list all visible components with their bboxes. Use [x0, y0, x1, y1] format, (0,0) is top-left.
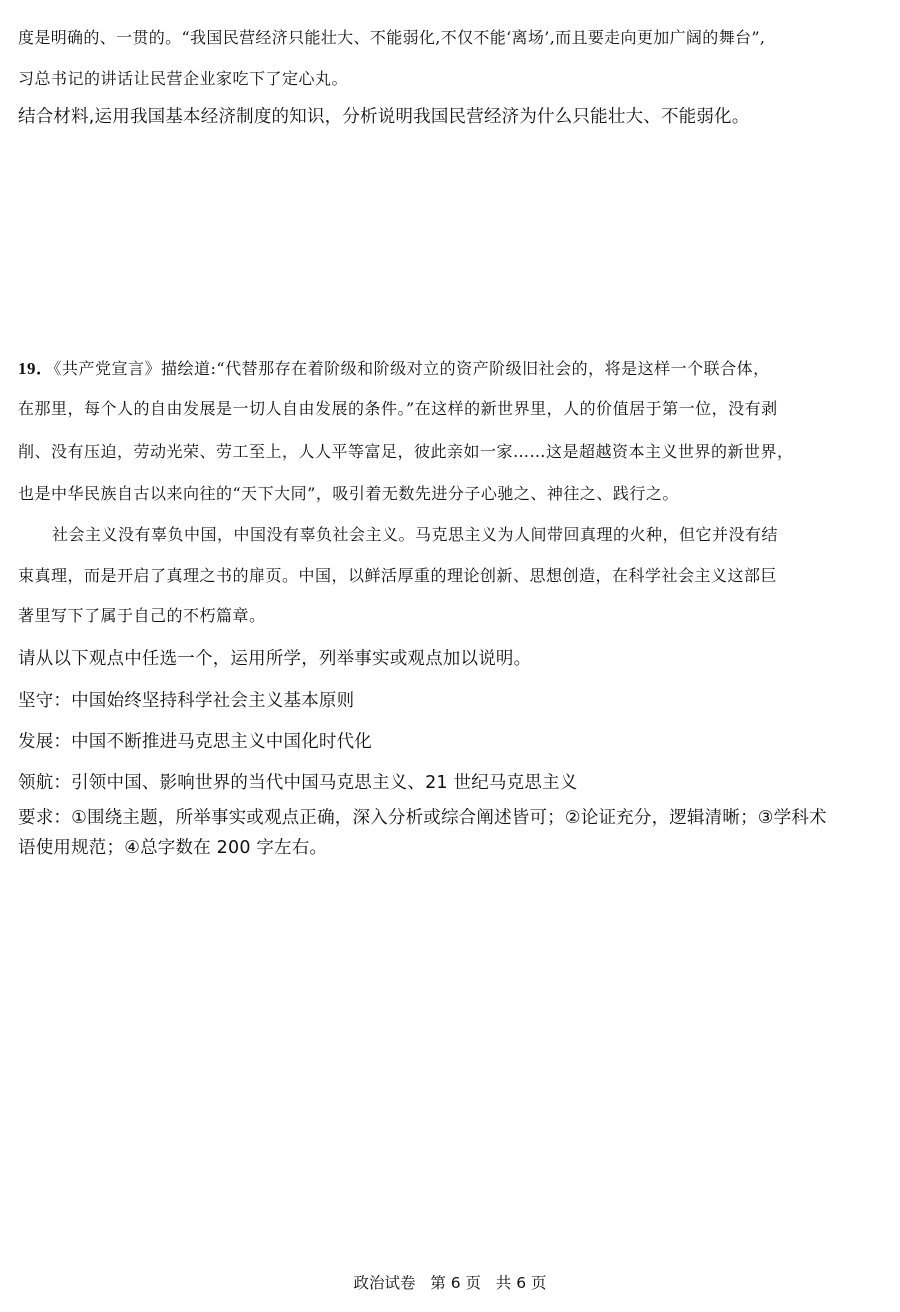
viewpoint-option: 发展：中国不断推进马克思主义中国化时代化 — [18, 732, 372, 752]
material-line: 社会主义没有辜负中国，中国没有辜负社会主义。马克思主义为人间带回真理的火种，但它并没有结 — [52, 525, 779, 544]
requirements-line: 要求：①围绕主题，所举事实或观点正确，深入分析或综合阐述皆可；②论证充分，逻辑清晰；③学科术 — [18, 808, 827, 828]
page-footer: 政治试卷 第 6 页 共 6 页 — [353, 1274, 547, 1292]
question-18-prompt: 结合材料,运用我国基本经济制度的知识，分析说明我国民营经济为什么只能壮大、不能弱化。 — [18, 107, 750, 127]
material-line: 削、没有压迫，劳动光荣、劳工至上，人人平等富足，彼此亲如一家……这是超越资本主义世界的新世界， — [18, 442, 794, 461]
question-19-material-line — [18, 360, 770, 377]
material-line: 习总书记的讲话让民营企业家吃下了定心丸。 — [18, 69, 349, 88]
question-19-prompt: 请从以下观点中任选一个，运用所学，列举事实或观点加以说明。 — [18, 649, 532, 669]
material-line: 束真理，而是开启了真理之书的扉页。中国，以鲜活厚重的理论创新、思想创造，在科学社会主义这部巨 — [18, 566, 778, 585]
viewpoint-option: 坚守：中国始终坚持科学社会主义基本原则 — [18, 691, 355, 711]
requirements-line: 语使用规范；④总字数在 200 字左右。 — [18, 838, 328, 858]
material-line: 也是中华民族自古以来向往的“天下大同”，吸引着无数先进分子心驰之、神往之、践行之。 — [18, 484, 679, 503]
viewpoint-option: 领航：引领中国、影响世界的当代中国马克思主义、21 世纪马克思主义 — [18, 773, 578, 793]
question-number: 19． — [18, 359, 54, 378]
material-line: 度是明确的、一贯的。“我国民营经济只能壮大、不能弱化,不仅不能‘离场’,而且要走向更加广阔的舞台”, — [18, 28, 766, 47]
material-text: 《共产党宣言》描绘道:“代替那存在着阶级和阶级对立的资产阶级旧社会的，将是这样一个联合体， — [53, 359, 770, 378]
material-line: 著里写下了属于自己的不朽篇章。 — [18, 606, 266, 625]
material-line: 在那里，每个人的自由发展是一切人自由发展的条件。”在这样的新世界里，人的价值居于第一位，没有剥 — [18, 399, 778, 418]
